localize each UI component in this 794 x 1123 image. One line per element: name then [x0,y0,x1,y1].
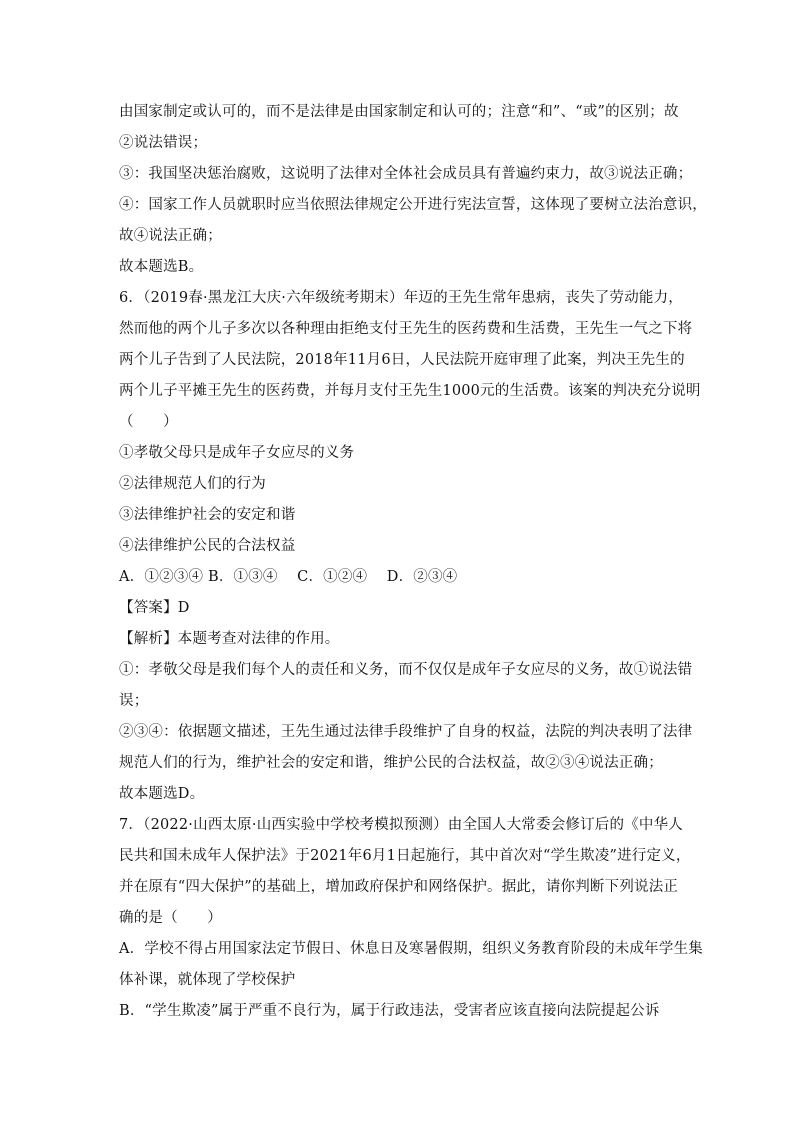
text-line: 故④说法正确； [119,228,222,244]
option-a-continued: 体补课，就体现了学校保护 [119,972,296,988]
answer-blank: （ ） [119,414,178,430]
text-line: 故本题选B。 [119,259,204,275]
question-6-stem: 6．（2019春·黑龙江大庆·六年级统考期末）年迈的王先生常年患病，丧失了劳动能力， [119,290,683,306]
text-line: 然而他的两个儿子多次以各种理由拒绝支付王先生的医药费和生活费，王先生一气之下将 [119,321,693,337]
statement-2: ②法律规范人们的行为 [119,476,266,492]
text-line: 确的是（ ） [119,910,222,926]
text-line: 两个儿子平摊王先生的医药费，并每月支付王先生1000元的生活费。该案的判决充分说明 [119,383,701,399]
text-line: 规范人们的行为，维护社会的安定和谐，维护公民的合法权益，故②③④说法正确； [119,755,663,771]
text-line: ③：我国坚决惩治腐败，这说明了法律对全体社会成员具有普遍约束力，故③说法正确； [119,166,693,182]
text-line: ①：孝敬父母是我们每个人的责任和义务，而不仅仅是成年子女应尽的义务，故①说法错 [119,662,693,678]
text-line: 故本题选D。 [119,786,205,802]
question-7-stem: 7．（2022·山西太原·山西实验中学校考模拟预测）由全国人大常委会修订后的《中华人 [119,817,683,833]
statement-3: ③法律维护社会的安定和谐 [119,507,296,523]
text-line: ④：国家工作人员就职时应当依照法律规定公开进行宪法宣誓，这体现了要树立法治意识， [119,197,707,213]
answer-options: A．①②③④ B．①③④ C．①②④ D．②③④ [119,569,458,585]
analysis-heading: 【解析】本题考查对法律的作用。 [119,631,340,647]
statement-4: ④法律维护公民的合法权益 [119,538,296,554]
text-line: ②③④：依据题文描述，王先生通过法律手段维护了自身的权益，法院的判决表明了法律 [119,724,693,740]
text-line: 民共和国未成年人保护法》于2021年6月1日起施行，其中首次对“学生欺凌”进行定义， [119,848,691,864]
text-line: 并在原有“四大保护”的基础上，增加政府保护和网络保护。据此，请你判断下列说法正 [119,879,679,895]
statement-1: ①孝敬父母只是成年子女应尽的义务 [119,445,355,461]
answer-key: 【答案】D [119,600,190,616]
option-a: A．学校不得占用国家法定节假日、休息日及寒暑假期，组织义务教育阶段的未成年学生集 [119,941,703,957]
text-line: 两个儿子告到了人民法院，2018年11月6日，人民法院开庭审理了此案，判决王先生的 [119,352,685,368]
option-b: B．“学生欺凌”属于严重不良行为，属于行政违法，受害者应该直接向法院提起公诉 [119,1003,660,1019]
text-line: 由国家制定或认可的，而不是法律是由国家制定和认可的；注意“和”、“或”的区别；故 [119,104,679,120]
text-line: ②说法错误； [119,135,208,151]
text-line: 误； [119,693,149,709]
